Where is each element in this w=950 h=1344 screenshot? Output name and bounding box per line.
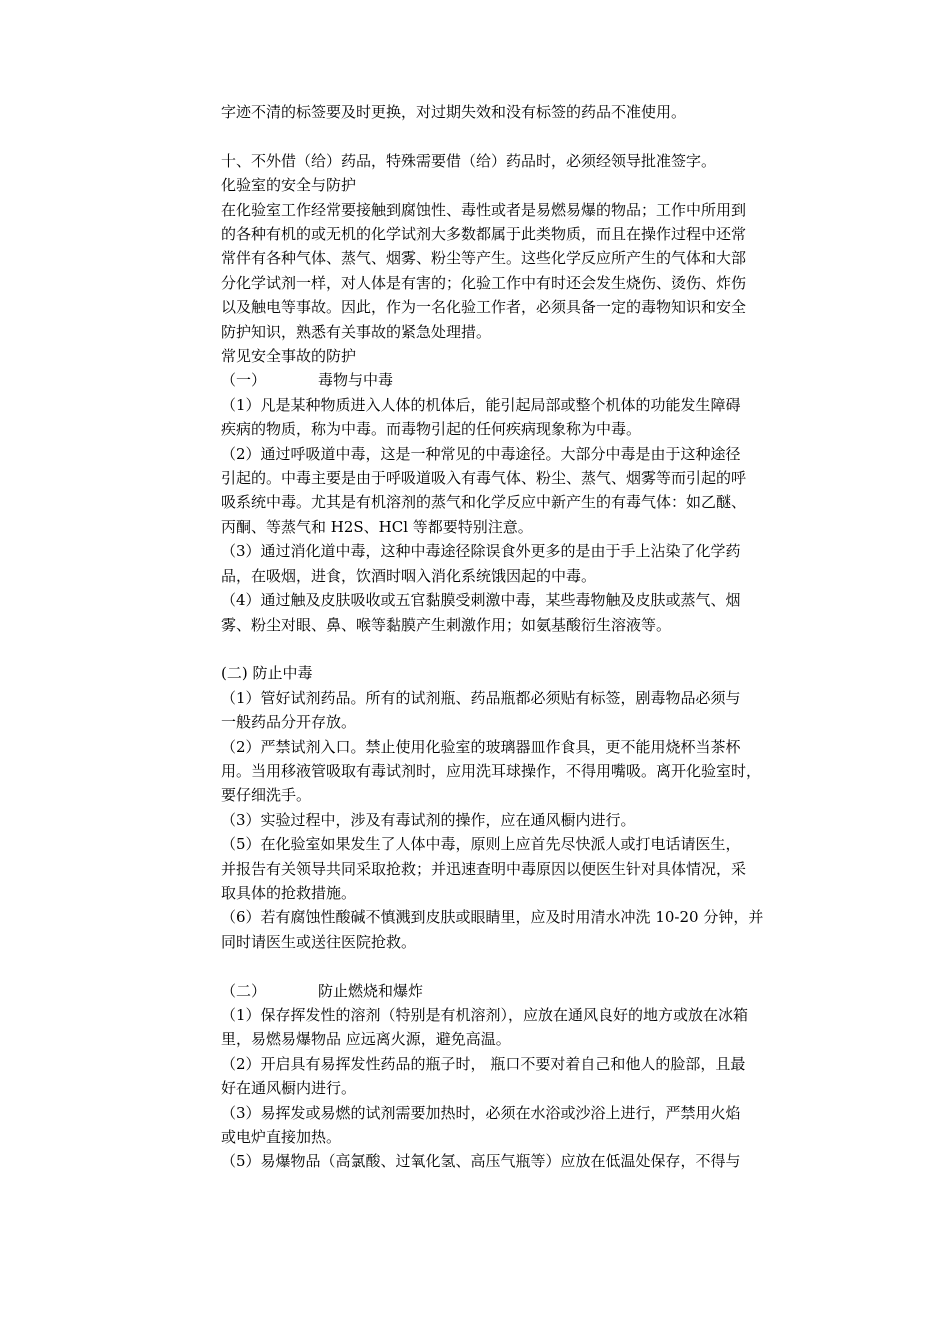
text-line: 字迹不清的标签要及时更换，对过期失效和没有标签的药品不准使用。 [221,103,687,121]
text-line: （5）易爆物品（高氯酸、过氧化氢、高压气瓶等）应放在低温处保存，不得与 [221,1152,741,1171]
text-line: （3）通过消化道中毒，这种中毒途径除误食外更多的是由于手上沾染了化学药 [221,542,741,561]
text-line: 并报告有关领导共同采取抢救；并迅速查明中毒原因以便医生针对具体情况，采 [221,859,747,878]
text-line: （2）开启具有易挥发性药品的瓶子时， 瓶口不要对着自己和他人的脸部，且最 [221,1054,746,1073]
document-page [221,100,821,1174]
text-line: 疾病的物质，称为中毒。而毒物引起的任何疾病现象称为中毒。 [221,420,642,439]
text-line: 或电炉直接加热。 [221,1128,342,1147]
text-line: （3）实验过程中，涉及有毒试剂的操作，应在通风橱内进行。 [221,810,636,829]
section-number: （二） [221,981,267,1000]
text-line: 用。当用移液管吸取有毒试剂时，应用洗耳球操作，不得用嘴吸。离开化验室时， [221,761,762,780]
text-line: 引起的。中毒主要是由于呼吸道吸入有毒气体、粉尘、蒸气、烟雾等而引起的呼 [221,469,747,488]
text-line: 雾、粉尘对眼、鼻、喉等黏膜产生刺激作用；如氨基酸衍生溶液等。 [221,615,672,634]
text-line: （1）保存挥发性的溶剂（特别是有机溶剂），应放在通风良好的地方或放在冰箱 [221,1005,749,1024]
text-line: （2）严禁试剂入口。禁止使用化验室的玻璃器皿作食具，更不能用烧杯当茶杯 [221,737,741,756]
text-line: 里，易燃易爆物品 应远离火源，避免高温。 [221,1030,511,1049]
text-line: 要仔细洗手。 [221,786,312,805]
text-line: 一般药品分开存放。 [221,713,357,732]
text-line: 以及触电等事故。因此，作为一名化验工作者，必须具备一定的毒物知识和安全 [221,298,747,317]
blank-line [221,954,821,978]
text-line: 同时请医生或送往医院抢救。 [221,932,417,951]
text-line: （3）易挥发或易燃的试剂需要加热时，必须在水浴或沙浴上进行，严禁用火焰 [221,1103,741,1122]
text-line: 分化学试剂一样，对人体是有害的；化验工作中有时还会发生烧伤、烫伤、炸伤 [221,273,747,292]
text-line: 在化验室工作经常要接触到腐蚀性、毒性或者是易燃易爆的物品；工作中所用到 [221,200,747,219]
text-line: 十、不外借（给）药品，特殊需要借（给）药品时，必须经领导批准签字。 [221,151,717,170]
section-heading [221,368,821,392]
text-line: （6）若有腐蚀性酸碱不慎溅到皮肤或眼睛里，应及时用清水冲洗 10-20 分钟，并 [221,908,764,927]
text-line: 丙酮、等蒸气和 H2S、HCl 等都要特别注意。 [221,517,533,536]
text-line: 好在通风橱内进行。 [221,1079,357,1098]
text-line: 化验室的安全与防护 [221,176,357,195]
text-line: 品，在吸烟，进食，饮酒时咽入消化系统饿因起的中毒。 [221,566,597,585]
blank-line [221,637,821,661]
text-line: （5）在化验室如果发生了人体中毒，原则上应首先尽快派人或打电话请医生， [221,835,741,854]
text-line: （4）通过触及皮肤吸收或五官黏膜受刺激中毒，某些毒物触及皮肤或蒸气、烟 [221,591,741,610]
section-title: 毒物与中毒 [318,371,394,390]
section-heading [221,979,821,1003]
text-line: （1）管好试剂药品。所有的试剂瓶、药品瓶都必须贴有标签，剧毒物品必须与 [221,688,741,707]
text-line: （2）通过呼吸道中毒，这是一种常见的中毒途径。大部分中毒是由于这种途径 [221,444,741,463]
blank-line [221,124,821,148]
text-line: 吸系统中毒。尤其是有机溶剂的蒸气和化学反应中新产生的有毒气体：如乙醚、 [221,493,747,512]
text-line: 常伴有各种气体、蒸气、烟雾、粉尘等产生。这些化学反应所产生的气体和大部 [221,249,747,268]
section-number: （一） [221,371,267,390]
text-line: 取具体的抢救措施。 [221,883,357,902]
section-title: 防止燃烧和爆炸 [318,981,424,1000]
text-line: (二) 防止中毒 [221,664,313,683]
text-line: 的各种有机的或无机的化学试剂大多数都属于此类物质，而且在操作过程中还常 [221,225,747,244]
text-line: 防护知识，熟悉有关事故的紧急处理措。 [221,322,492,341]
text-line: （1）凡是某种物质进入人体的机体后，能引起局部或整个机体的功能发生障碍 [221,395,741,414]
text-line: 常见安全事故的防护 [221,347,357,366]
